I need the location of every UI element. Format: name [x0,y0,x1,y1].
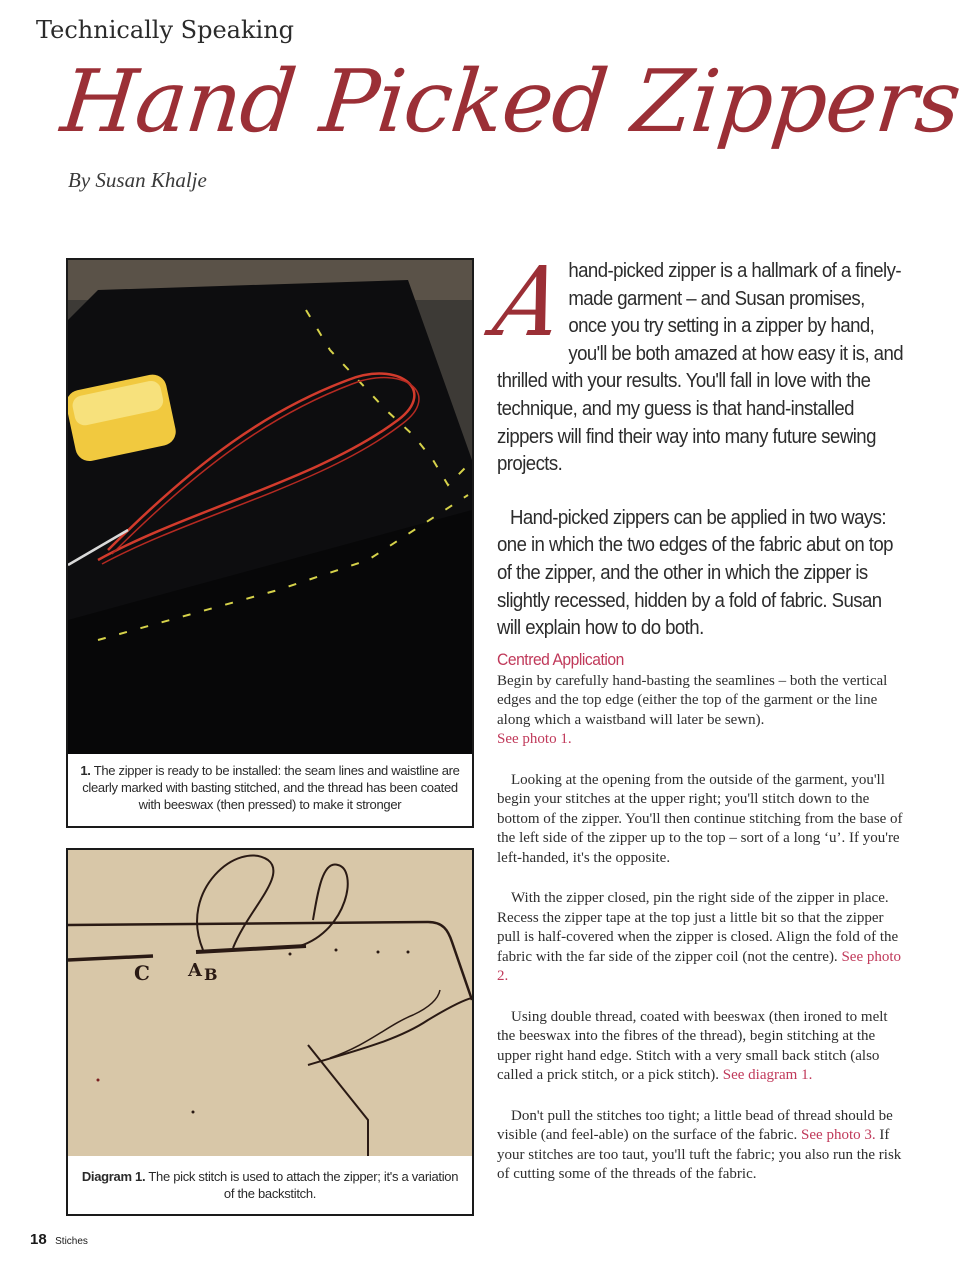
article-body [497,650,903,1206]
diagram-label-a: A [188,960,202,981]
photo-1-figure [66,258,474,828]
diagram-label-b: B [204,965,218,984]
drop-cap: A [485,246,572,358]
photo-3-reference: See photo 3. [801,1127,876,1143]
photo-1-image [68,260,472,754]
article-title: Hand Picked Zippers [56,52,965,152]
page-footer [30,1231,88,1249]
photo-1-caption-text: The zipper is ready to be installed: the seam lines and waistline are clearly marked with basting stitched, and the thread has been coated with beeswax (then pressed) to make it stronger [82,763,460,812]
diagram-1-reference: See diagram 1. [722,1067,813,1083]
byline: By Susan Khalje [68,168,207,192]
photo-1-caption-number: 1. [80,763,91,778]
photo-1-caption [76,762,464,813]
photo-2-reference: See photo 2. [497,948,902,984]
body-paragraph-4: Using double thread, coated with beeswax (then ironed to melt the beeswax into the fibres of the thread), begin stitching at the upper right hand edge. Stitch with a very small back stitch (also called a prick stitch, or a pick stitch). [497,1008,888,1083]
body-paragraph-5b: If your stitches are too taut, you'll tuft the fabric; you also run the risk of cutting some of the threads of the fabric. [497,1127,902,1182]
diagram-1-caption-text: The pick stitch is used to attach the zipper; it's a variation of the backstitch. [148,1169,459,1201]
magazine-name: Stiches [55,1236,88,1247]
diagram-1-caption [76,1168,464,1202]
body-paragraph-3: With the zipper closed, pin the right side of the zipper in place. Recess the zipper tape at the top just a little bit so that the zipper pull is half-covered when the zipper is closed. Align the fold of the fabric with the far side of the zipper coil (not the centre). [497,890,899,965]
intro [485,246,906,669]
body-paragraph-5a: Don't pull the stitches too tight; a little bead of thread should be visible (and feel-able) on the surface of the fabric. [497,1107,893,1143]
diagram-1-caption-number: Diagram 1. [81,1169,146,1184]
body-paragraph-1: Begin by carefully hand-basting the seamlines – both the vertical edges and the top edge (either the top of the garment or the line along which a waistband will later be sewn). [497,672,888,728]
page-number: 18 [30,1231,47,1248]
photo-1-reference: See photo 1. [497,731,572,747]
intro-paragraph-1: hand-picked zipper is a hallmark of a finely-made garment – and Susan promises, once you try setting in a zipper by hand, you'll be both amazed at how easy it is, and thrilled with your results. You'll fall in love with the technique, and my guess is that hand-installed zippers will find their way into many future sewing projects. [497,260,904,476]
body-paragraph-2: Looking at the opening from the outside of the garment, you'll begin your stitches at the upper right; you'll stitch down to the bottom of the zipper. You'll then continue stitching from the base of the left side of the zipper up to the top – sort of a long ‘u’. If you're left-handed, it's the opposite. [497,771,903,866]
subhead-centred-application: Centred Application [497,650,624,669]
section-label: Technically Speaking [36,16,295,44]
diagram-label-c: C [134,961,150,985]
diagram-1-image [68,850,472,1156]
diagram-1-figure [66,848,474,1216]
intro-paragraph-2: Hand-picked zippers can be applied in two ways: one in which the two edges of the fabric abut on top of the zipper, and the other in which the zipper is slightly recessed, hidden by a fold of fabric. Susan will explain how to do both. [497,506,893,640]
